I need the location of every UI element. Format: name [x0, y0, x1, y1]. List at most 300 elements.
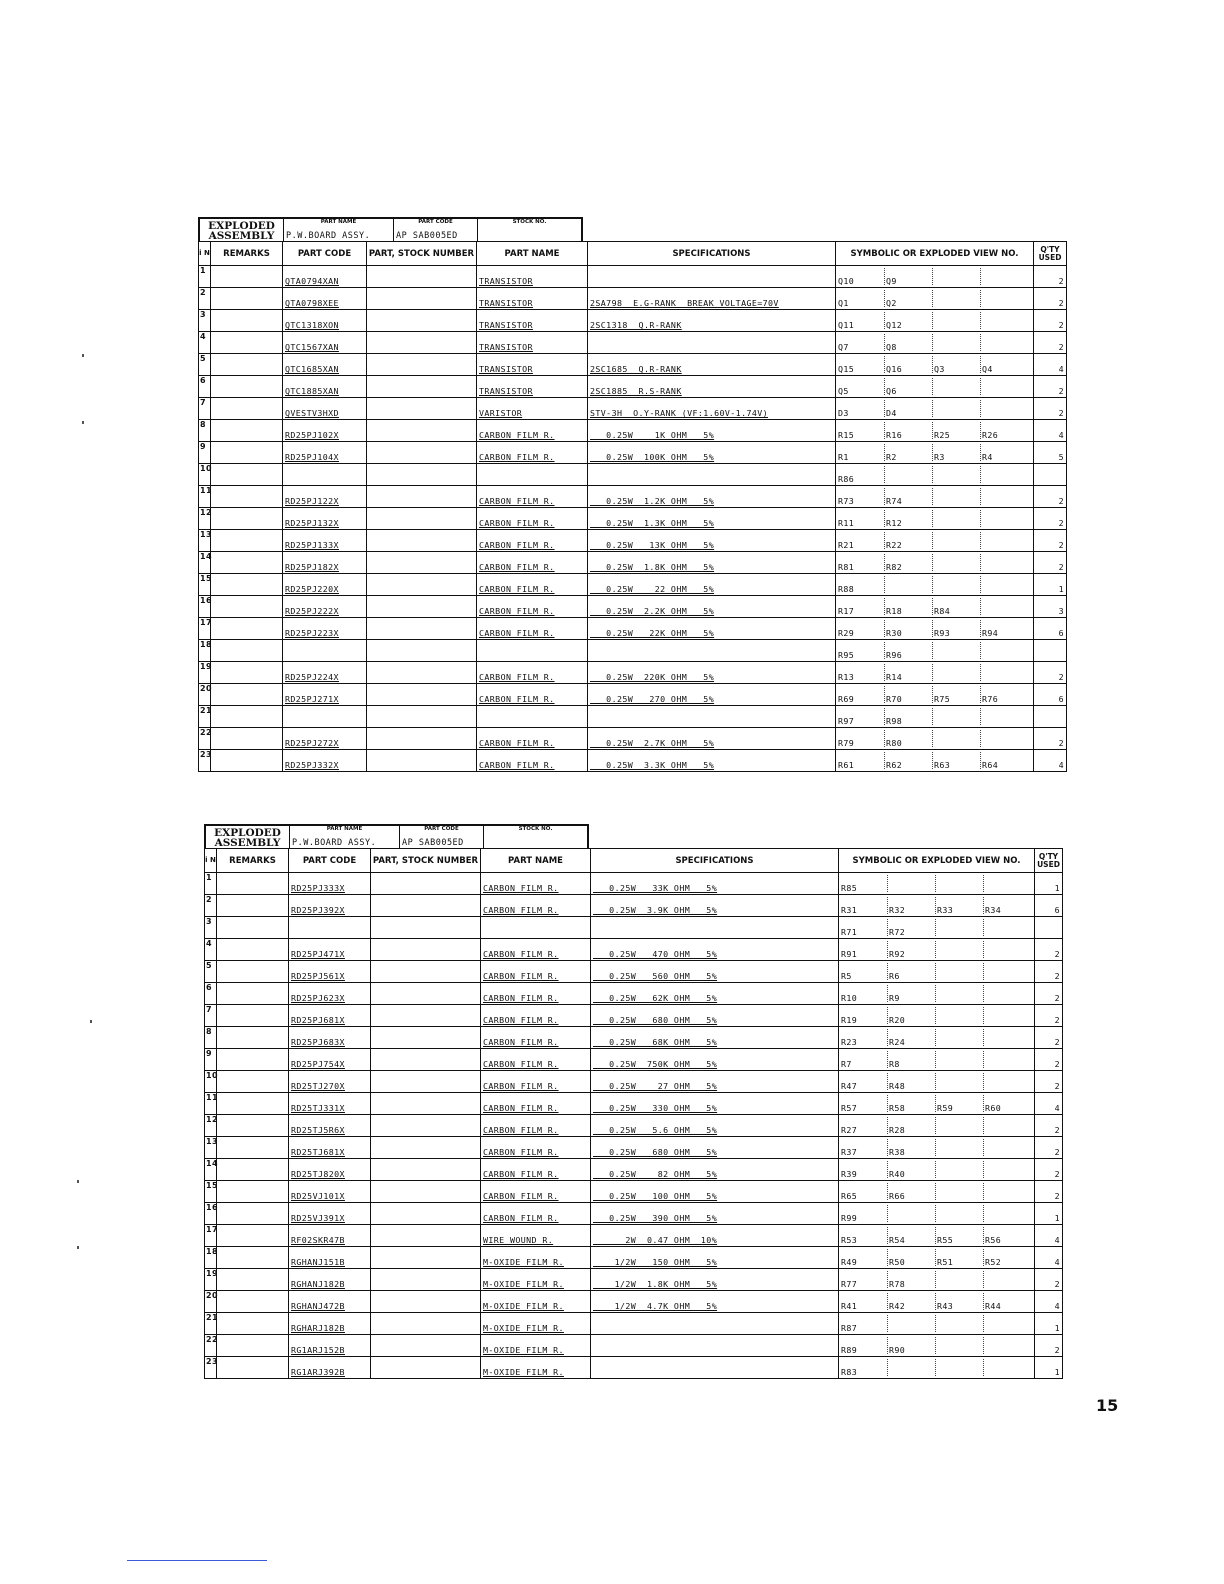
dotted-divider [983, 1117, 984, 1134]
stock-number-cell [371, 961, 481, 983]
symbol-ref: R60 [985, 1103, 1002, 1113]
dotted-divider [935, 1227, 936, 1244]
qty-cell: 1 [1035, 1313, 1063, 1335]
dotted-divider [884, 356, 885, 373]
dotted-divider [884, 576, 885, 593]
symbol-ref: R29 [838, 628, 855, 638]
stock-number-cell [367, 640, 477, 662]
part-name-cell: TRANSISTOR [477, 288, 588, 310]
remarks-cell [217, 1247, 289, 1269]
qty-cell: 2 [1035, 1115, 1063, 1137]
remarks-cell [217, 939, 289, 961]
stock-number-cell [367, 266, 477, 288]
part-code-cell: RG1ARJ152B [289, 1335, 371, 1357]
symbol-cell [839, 961, 1035, 983]
table-row [199, 376, 1067, 398]
specification-cell: 0.25W 1K OHM 5% [588, 420, 836, 442]
scan-speck [90, 1020, 92, 1023]
row-number: 16 [199, 596, 211, 618]
dotted-divider [983, 1205, 984, 1222]
dotted-divider [932, 312, 933, 329]
symbol-ref: R51 [937, 1257, 954, 1267]
qty-cell: 1 [1035, 873, 1063, 895]
symbol-cell [839, 1137, 1035, 1159]
dotted-divider [884, 708, 885, 725]
symbolic-header: SYMBOLIC OR EXPLODED VIEW NO. [836, 242, 1034, 266]
symbol-ref: R94 [982, 628, 999, 638]
symbol-ref: R65 [841, 1191, 858, 1201]
symbol-ref: R41 [841, 1301, 858, 1311]
specification-cell: 0.25W 680 OHM 5% [591, 1005, 839, 1027]
remarks-cell [211, 508, 283, 530]
dotted-divider [935, 1007, 936, 1024]
symbol-ref: R21 [838, 540, 855, 550]
part-name-cell: CARBON FILM R. [477, 574, 588, 596]
stock-number-cell [367, 706, 477, 728]
row-number: 8 [205, 1027, 217, 1049]
remarks-cell [217, 1137, 289, 1159]
stock-number-cell [371, 1225, 481, 1247]
assembly-part-code: AP SAB005ED [396, 231, 458, 241]
symbol-ref: R34 [985, 905, 1002, 915]
qty-cell: 3 [1034, 596, 1067, 618]
stock-number-cell [371, 1027, 481, 1049]
dotted-divider [887, 1073, 888, 1090]
specification-cell: 0.25W 1.8K OHM 5% [588, 552, 836, 574]
part-name-cell: CARBON FILM R. [481, 1181, 591, 1203]
dotted-divider [983, 985, 984, 1002]
specification-cell: 0.25W 750K OHM 5% [591, 1049, 839, 1071]
dotted-divider [980, 290, 981, 307]
symbol-ref: R55 [937, 1235, 954, 1245]
dotted-divider [887, 1271, 888, 1288]
symbol-ref: Q16 [886, 364, 903, 374]
symbol-cell [836, 266, 1034, 288]
specification-cell: 0.25W 2.2K OHM 5% [588, 596, 836, 618]
symbol-ref: R71 [841, 927, 858, 937]
specification-cell: STV-3H O.Y-RANK (VF:1.60V-1.74V) [588, 398, 836, 420]
table-row [205, 1115, 1063, 1137]
part-code-cell: RD25PJ271X [283, 684, 367, 706]
specification-cell: 0.25W 82 OHM 5% [591, 1159, 839, 1181]
dotted-divider [932, 422, 933, 439]
dotted-divider [887, 919, 888, 936]
qty-cell: 2 [1035, 983, 1063, 1005]
scan-speck [77, 1246, 79, 1249]
remarks-cell [217, 1005, 289, 1027]
symbol-ref: R1 [838, 452, 849, 462]
dotted-divider [935, 875, 936, 892]
table-row [199, 684, 1067, 706]
dotted-divider [884, 444, 885, 461]
parts-table-body [205, 873, 1063, 1379]
table-row [205, 895, 1063, 917]
symbol-cell [836, 750, 1034, 772]
dotted-divider [887, 985, 888, 1002]
dotted-divider [980, 378, 981, 395]
symbol-cell [836, 310, 1034, 332]
dotted-divider [932, 642, 933, 659]
part-name-cell: M-OXIDE FILM R. [481, 1357, 591, 1379]
symbol-cell [839, 983, 1035, 1005]
dotted-divider [884, 686, 885, 703]
symbol-ref: R90 [889, 1345, 906, 1355]
stock-number-cell [367, 354, 477, 376]
symbol-ref: R15 [838, 430, 855, 440]
stock-number-cell [367, 530, 477, 552]
symbol-ref: R20 [889, 1015, 906, 1025]
row-number: 13 [205, 1137, 217, 1159]
stock-number-cell [367, 662, 477, 684]
stock-number-cell [367, 398, 477, 420]
table-row [205, 917, 1063, 939]
table-row [205, 983, 1063, 1005]
qty-cell: 6 [1035, 895, 1063, 917]
symbol-ref: R3 [934, 452, 945, 462]
specification-cell [591, 1335, 839, 1357]
table-row [199, 464, 1067, 486]
stock-number-cell [371, 1203, 481, 1225]
symbol-cell [836, 288, 1034, 310]
part-code-cell: QVESTV3HXD [283, 398, 367, 420]
remarks-cell [217, 873, 289, 895]
dotted-divider [935, 941, 936, 958]
dotted-divider [884, 554, 885, 571]
dotted-divider [932, 444, 933, 461]
row-number: 6 [205, 983, 217, 1005]
remarks-cell [217, 895, 289, 917]
symbol-cell [839, 1049, 1035, 1071]
symbol-ref: Q6 [886, 386, 897, 396]
symbol-ref: R91 [841, 949, 858, 959]
row-number: 22 [205, 1335, 217, 1357]
stock-number-cell [367, 684, 477, 706]
remarks-cell [211, 486, 283, 508]
remarks-cell [211, 376, 283, 398]
part-code-cell: QTC1885XAN [283, 376, 367, 398]
remarks-cell [211, 288, 283, 310]
specification-cell: 0.25W 22K OHM 5% [588, 618, 836, 640]
symbol-ref: R62 [886, 760, 903, 770]
dotted-divider [935, 1359, 936, 1376]
part-code-cell: RD25PJ132X [283, 508, 367, 530]
remarks-cell [211, 706, 283, 728]
table-row [199, 354, 1067, 376]
table-row [199, 728, 1067, 750]
dotted-divider [932, 378, 933, 395]
symbol-cell [836, 618, 1034, 640]
row-number: 17 [205, 1225, 217, 1247]
symbol-cell [839, 1159, 1035, 1181]
qty-cell: 4 [1035, 1291, 1063, 1313]
symbol-ref: Q11 [838, 320, 855, 330]
row-number: 10 [199, 464, 211, 486]
qty-cell: 2 [1035, 1027, 1063, 1049]
stock-number-cell [371, 917, 481, 939]
row-number: 5 [205, 961, 217, 983]
exploded-assembly-label: EXPLODED ASSEMBLY [206, 826, 290, 848]
table-row [199, 288, 1067, 310]
part-name-cell: CARBON FILM R. [477, 442, 588, 464]
row-number: 18 [199, 640, 211, 662]
symbol-ref: R72 [889, 927, 906, 937]
part-code-cell [283, 706, 367, 728]
remarks-cell [217, 1181, 289, 1203]
part-code-cell: RD25TJ331X [289, 1093, 371, 1115]
symbol-ref: Q5 [838, 386, 849, 396]
qty-cell: 2 [1034, 376, 1067, 398]
symbol-cell [836, 596, 1034, 618]
row-number: 22 [199, 728, 211, 750]
dotted-divider [887, 1227, 888, 1244]
part-code-cell: RF02SKR47B [289, 1225, 371, 1247]
stock-number-cell [371, 1291, 481, 1313]
specifications-header: SPECIFICATIONS [591, 849, 839, 873]
part-name-cell [477, 464, 588, 486]
part-code-cell: RD25PJ222X [283, 596, 367, 618]
symbol-ref: Q7 [838, 342, 849, 352]
row-number: 2 [205, 895, 217, 917]
symbol-cell [839, 1027, 1035, 1049]
row-number: 23 [199, 750, 211, 772]
dotted-divider [884, 620, 885, 637]
table-row [199, 442, 1067, 464]
scan-speck [82, 421, 84, 424]
dotted-divider [935, 1293, 936, 1310]
table-row [199, 508, 1067, 530]
qty-cell: 6 [1034, 618, 1067, 640]
dotted-divider [935, 919, 936, 936]
dotted-divider [884, 642, 885, 659]
remarks-cell [217, 917, 289, 939]
symbol-ref: R24 [889, 1037, 906, 1047]
dotted-divider [932, 752, 933, 769]
part-code-cell: RD25PJ223X [283, 618, 367, 640]
dotted-divider [887, 1315, 888, 1332]
dotted-divider [980, 334, 981, 351]
row-number: 5 [199, 354, 211, 376]
symbol-ref: R70 [886, 694, 903, 704]
assembly-header [204, 824, 589, 848]
part-name-cell: CARBON FILM R. [477, 552, 588, 574]
symbol-ref: R30 [886, 628, 903, 638]
part-code-cell: RD25TJ5R6X [289, 1115, 371, 1137]
stock-number-cell [371, 1159, 481, 1181]
part-name-cell: CARBON FILM R. [481, 1115, 591, 1137]
symbol-ref: R74 [886, 496, 903, 506]
part-code-cell [289, 917, 371, 939]
symbol-cell [836, 662, 1034, 684]
dotted-divider [932, 620, 933, 637]
row-number: 12 [205, 1115, 217, 1137]
table-row [205, 1247, 1063, 1269]
symbol-ref: R17 [838, 606, 855, 616]
row-number: 10 [205, 1071, 217, 1093]
dotted-divider [884, 510, 885, 527]
table-row [199, 266, 1067, 288]
dotted-divider [983, 875, 984, 892]
part-name-cell: CARBON FILM R. [477, 618, 588, 640]
specification-cell: 0.25W 5.6 OHM 5% [591, 1115, 839, 1137]
table-row [199, 618, 1067, 640]
remarks-cell [211, 750, 283, 772]
dotted-divider [884, 488, 885, 505]
specification-cell: 2SC1318 Q.R-RANK [588, 310, 836, 332]
dotted-divider [983, 1337, 984, 1354]
specification-cell: 0.25W 100 OHM 5% [591, 1181, 839, 1203]
part-name-cell: CARBON FILM R. [481, 895, 591, 917]
parts-table-body [199, 266, 1067, 772]
dotted-divider [980, 400, 981, 417]
qty-cell: 2 [1035, 1005, 1063, 1027]
dotted-divider [887, 875, 888, 892]
part-name-label: PART NAME [320, 219, 357, 225]
dotted-divider [935, 1183, 936, 1200]
part-code-cell: RD25PJ754X [289, 1049, 371, 1071]
dotted-divider [935, 1161, 936, 1178]
symbol-ref: R96 [886, 650, 903, 660]
dotted-divider [983, 1095, 984, 1112]
dotted-divider [884, 752, 885, 769]
part-code-cell: RD25PJ182X [283, 552, 367, 574]
dotted-divider [980, 510, 981, 527]
symbol-cell [839, 1071, 1035, 1093]
stock-number-cell [371, 1137, 481, 1159]
remarks-cell [217, 1291, 289, 1313]
row-number: 17 [199, 618, 211, 640]
dotted-divider [932, 576, 933, 593]
dotted-divider [980, 664, 981, 681]
dotted-divider [983, 1161, 984, 1178]
dotted-divider [887, 897, 888, 914]
stock-number-cell [371, 895, 481, 917]
remarks-cell [217, 1159, 289, 1181]
dotted-divider [932, 466, 933, 483]
symbol-ref: R76 [982, 694, 999, 704]
stock-number-cell [371, 873, 481, 895]
dotted-divider [887, 1249, 888, 1266]
symbol-ref: R37 [841, 1147, 858, 1157]
symbol-cell [839, 1181, 1035, 1203]
dotted-divider [980, 730, 981, 747]
symbol-ref: R18 [886, 606, 903, 616]
dotted-divider [887, 1051, 888, 1068]
dotted-divider [983, 1183, 984, 1200]
table-row [205, 1269, 1063, 1291]
dotted-divider [980, 466, 981, 483]
specification-cell: 2W 0.47 OHM 10% [591, 1225, 839, 1247]
symbol-ref: Q2 [886, 298, 897, 308]
symbol-ref: Q8 [886, 342, 897, 352]
symbol-ref: R50 [889, 1257, 906, 1267]
part-code-cell: QTC1685XAN [283, 354, 367, 376]
dotted-divider [935, 1315, 936, 1332]
qty-cell: 2 [1034, 332, 1067, 354]
remarks-cell [211, 640, 283, 662]
stock-number-cell [367, 442, 477, 464]
qty-cell: 4 [1035, 1225, 1063, 1247]
symbol-ref: R53 [841, 1235, 858, 1245]
remarks-cell [211, 552, 283, 574]
symbol-ref: R75 [934, 694, 951, 704]
row-number: 4 [205, 939, 217, 961]
dotted-divider [884, 334, 885, 351]
symbol-ref: R86 [838, 474, 855, 484]
row-number: 20 [199, 684, 211, 706]
dotted-divider [980, 268, 981, 285]
symbol-ref: R97 [838, 716, 855, 726]
dotted-divider [980, 532, 981, 549]
part-name-cell: TRANSISTOR [477, 266, 588, 288]
part-name-cell: CARBON FILM R. [481, 983, 591, 1005]
dotted-divider [884, 664, 885, 681]
assembly-header [198, 217, 583, 241]
qty-cell: 4 [1034, 420, 1067, 442]
dotted-divider [983, 1073, 984, 1090]
qty-cell: 1 [1035, 1203, 1063, 1225]
symbol-ref: R26 [982, 430, 999, 440]
table-row [205, 1159, 1063, 1181]
symbol-cell [839, 917, 1035, 939]
remarks-cell [217, 1335, 289, 1357]
part-code-cell [283, 640, 367, 662]
symbol-ref: R28 [889, 1125, 906, 1135]
table-row [199, 750, 1067, 772]
symbol-ref: R88 [838, 584, 855, 594]
specification-cell: 0.25W 330 OHM 5% [591, 1093, 839, 1115]
symbol-ref: Q4 [982, 364, 993, 374]
part-code-label: PART CODE [418, 219, 453, 225]
symbol-ref: Q9 [886, 276, 897, 286]
row-number: 19 [205, 1269, 217, 1291]
symbol-cell [836, 486, 1034, 508]
symbol-ref: R80 [886, 738, 903, 748]
page-number: 15 [1096, 1396, 1119, 1415]
remarks-cell [217, 983, 289, 1005]
symbol-cell [836, 684, 1034, 706]
symbol-ref: Q12 [886, 320, 903, 330]
dotted-divider [980, 356, 981, 373]
symbol-ref: R52 [985, 1257, 1002, 1267]
symbol-cell [836, 376, 1034, 398]
dotted-divider [887, 1183, 888, 1200]
dotted-divider [935, 1249, 936, 1266]
symbol-ref: R81 [838, 562, 855, 572]
part-name-cell [477, 706, 588, 728]
symbol-ref: R12 [886, 518, 903, 528]
specification-cell: 0.25W 33K OHM 5% [591, 873, 839, 895]
symbol-ref: R69 [838, 694, 855, 704]
symbol-ref: R38 [889, 1147, 906, 1157]
symbol-cell [839, 895, 1035, 917]
symbol-ref: R85 [841, 883, 858, 893]
stock-number-cell [367, 596, 477, 618]
part-name-cell: M-OXIDE FILM R. [481, 1291, 591, 1313]
symbol-ref: R99 [841, 1213, 858, 1223]
symbol-ref: R2 [886, 452, 897, 462]
stock-number-cell [371, 1269, 481, 1291]
symbol-cell [836, 398, 1034, 420]
specification-cell: 2SC1685 Q.R-RANK [588, 354, 836, 376]
part-code-cell: RG1ARJ392B [289, 1357, 371, 1379]
qty-cell: 2 [1035, 961, 1063, 983]
row-number: 20 [205, 1291, 217, 1313]
stock-no-label: STOCK NO. [518, 826, 553, 832]
symbol-ref: R23 [841, 1037, 858, 1047]
dotted-divider [884, 378, 885, 395]
specification-cell: 1/2W 1.8K OHM 5% [591, 1269, 839, 1291]
symbol-ref: R57 [841, 1103, 858, 1113]
